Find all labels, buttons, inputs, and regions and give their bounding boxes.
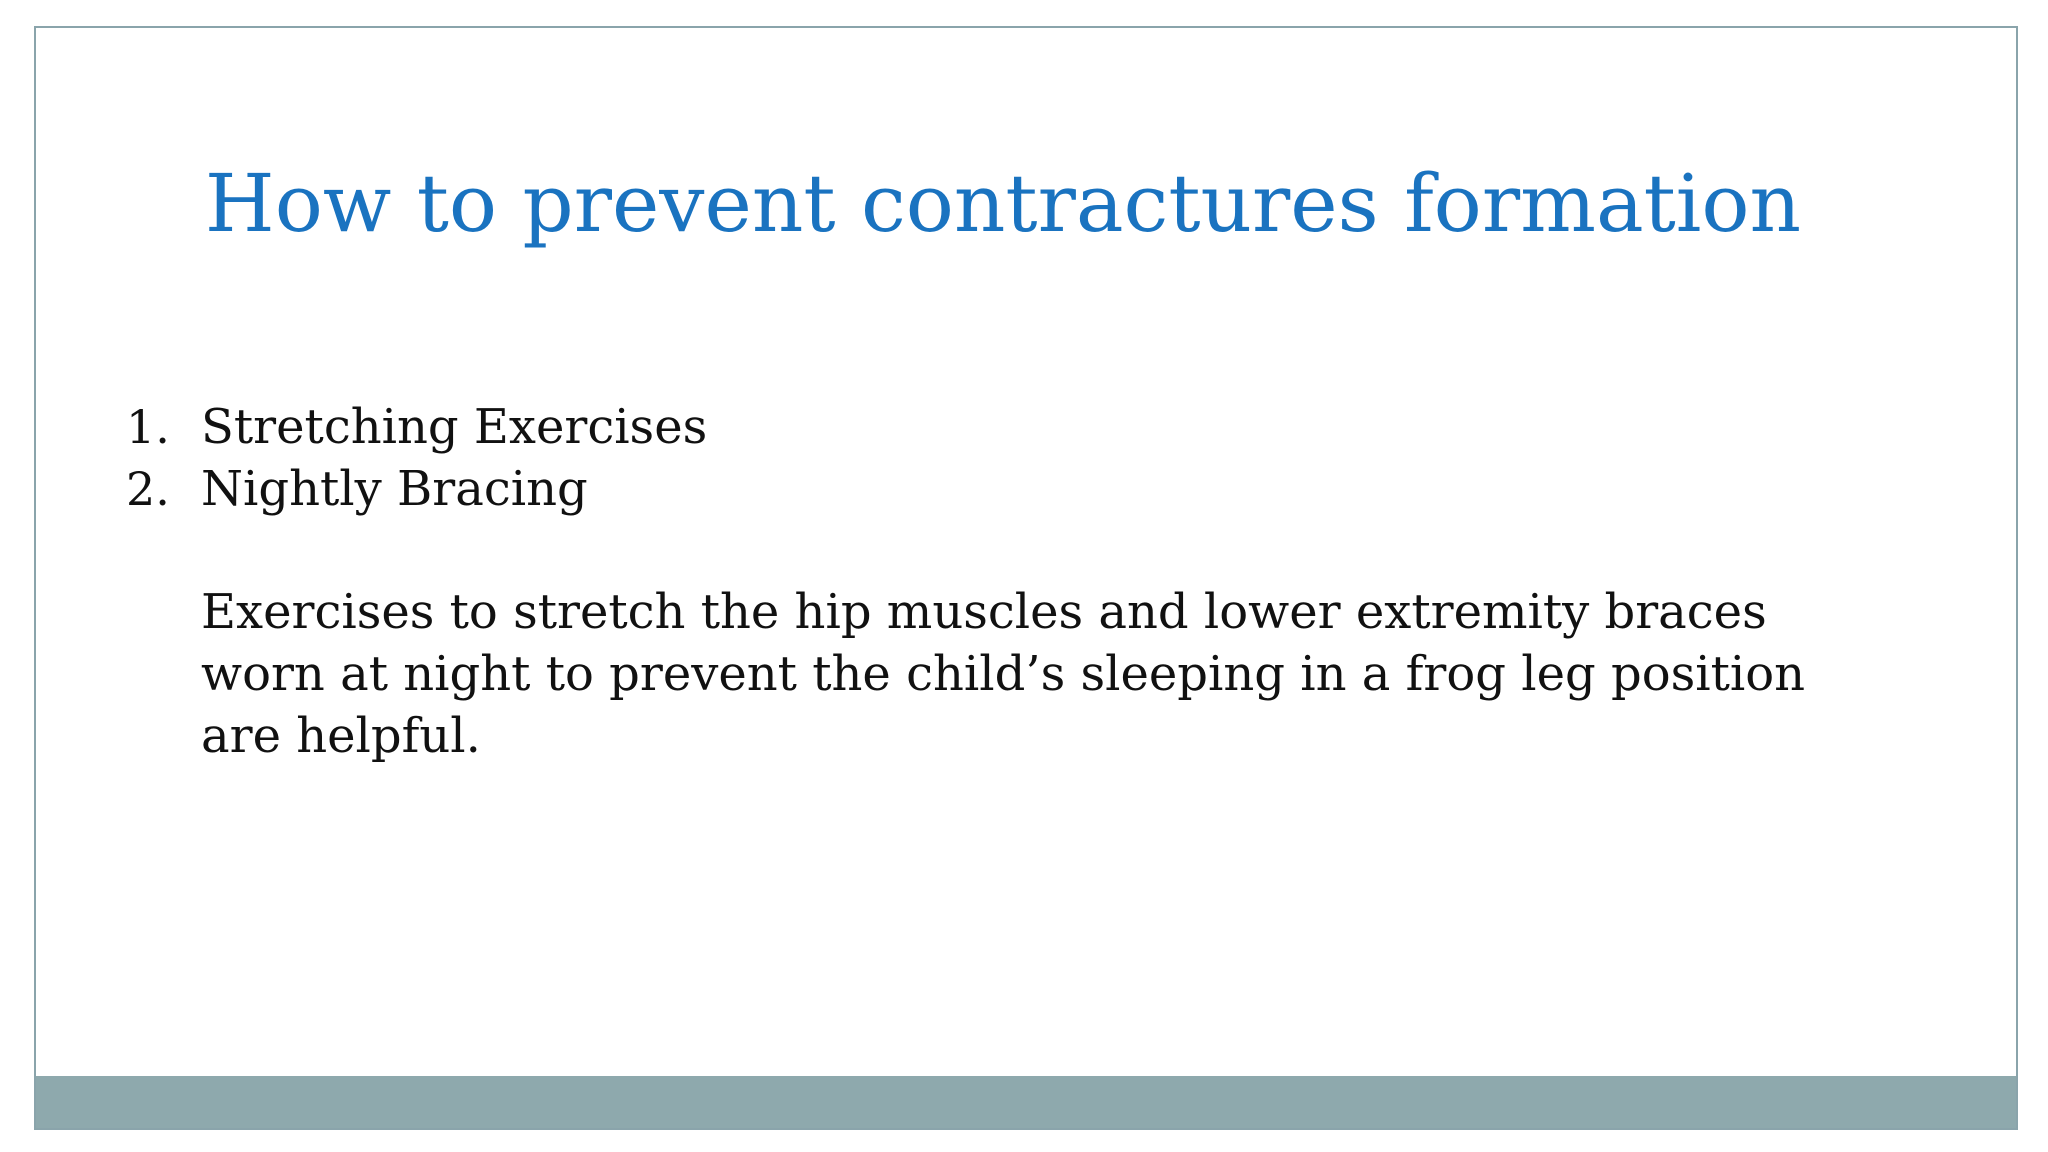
numbered-list [126,396,707,520]
list-item-label: Nightly Bracing [201,461,588,517]
description-paragraph [201,581,1806,767]
list-item [126,458,707,520]
description-line: Exercises to stretch the hip muscles and lower extremity braces [201,584,1767,640]
list-item-number: 1. [126,400,170,454]
description-line: worn at night to prevent the child’s sleeping in a frog leg position [201,646,1806,702]
list-item-label: Stretching Exercises [201,399,708,455]
description-line: are helpful. [201,708,481,764]
slide-title: How to prevent contractures formation [204,157,1802,250]
footer-bar [36,1076,2016,1128]
list-item [126,396,707,458]
slide [34,26,2018,1130]
list-item-number: 2. [126,462,170,516]
